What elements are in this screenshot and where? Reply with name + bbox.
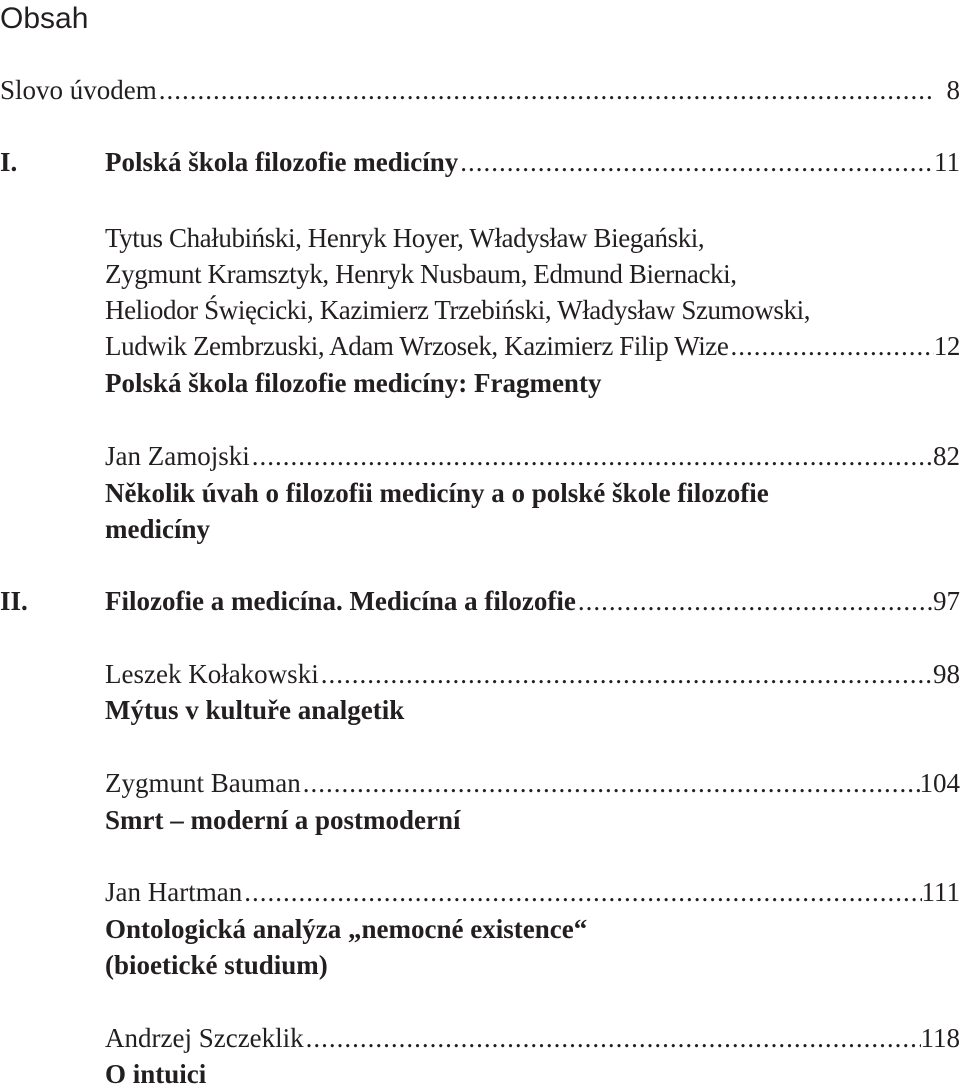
toc-entry-title: Polská škola filozofie medicíny <box>105 146 458 178</box>
toc-entry-title: Slovo úvodem <box>0 74 157 106</box>
dot-leader <box>321 658 933 690</box>
part-numeral: II. <box>0 585 28 617</box>
author-line: Ludwik Zembrzuski, Adam Wrzosek, Kazimierz Filip Wize <box>105 330 728 362</box>
page-number: 104 <box>920 767 960 799</box>
page-title: Obsah <box>0 2 88 36</box>
toc-entry-title: Několik úvah o filozofii medicíny a o polské škole filozofie <box>105 477 769 509</box>
toc-entry-part-2[interactable] <box>105 585 960 617</box>
dot-leader <box>460 146 934 178</box>
toc-entry-hartman[interactable] <box>105 876 960 908</box>
toc-entry-kolakowski[interactable] <box>105 658 960 690</box>
toc-entry-title: (bioetické studium) <box>105 949 328 981</box>
page-number: 12 <box>934 330 960 362</box>
dot-leader <box>303 767 920 799</box>
author-name: Andrzej Szczeklik <box>105 1022 304 1054</box>
page-number: 118 <box>921 1022 960 1054</box>
toc-entry-title: O intuici <box>105 1058 206 1090</box>
toc-entry-title: Ontologická analýza „nemocné existence“ <box>105 913 587 945</box>
dot-leader <box>252 440 933 472</box>
page-number: 97 <box>933 585 960 617</box>
author-line: Heliodor Święcicki, Kazimierz Trzebiński, Władysław Szumowski, <box>105 294 810 326</box>
toc-entry-szczeklik[interactable] <box>105 1022 960 1054</box>
dot-leader <box>306 1022 921 1054</box>
dot-leader <box>578 585 933 617</box>
toc-entry-title: Filozofie a medicína. Medicína a filozofie <box>105 585 576 617</box>
author-line: Zygmunt Kramsztyk, Henryk Nusbaum, Edmund Biernacki, <box>105 258 737 290</box>
dot-leader <box>244 876 921 908</box>
page-number: 111 <box>922 876 960 908</box>
page-number: 82 <box>933 440 960 472</box>
toc-entry-bauman[interactable] <box>105 767 960 799</box>
author-name: Leszek Kołakowski <box>105 658 319 690</box>
toc-entry-zamojski[interactable] <box>105 440 960 472</box>
toc-entry-part-1[interactable] <box>105 146 960 178</box>
toc-entry-authors-group[interactable] <box>105 330 960 362</box>
author-name: Zygmunt Bauman <box>105 767 301 799</box>
toc-entry-title: medicíny <box>105 513 210 545</box>
page-number: 98 <box>933 658 960 690</box>
page-number: 11 <box>934 146 960 178</box>
author-name: Jan Zamojski <box>105 440 250 472</box>
dot-leader <box>159 74 933 106</box>
toc-entry-title: Mýtus v kultuře analgetik <box>105 694 404 726</box>
author-line: Tytus Chałubiński, Henryk Hoyer, Władysław Biegański, <box>105 222 704 254</box>
page-number: 8 <box>933 74 960 106</box>
toc-entry-intro[interactable] <box>0 74 960 106</box>
author-name: Jan Hartman <box>105 876 242 908</box>
toc-entry-title: Smrt – moderní a postmoderní <box>105 804 460 836</box>
part-numeral: I. <box>0 146 17 178</box>
dot-leader <box>730 330 933 362</box>
toc-entry-title: Polská škola filozofie medicíny: Fragmenty <box>105 367 601 399</box>
